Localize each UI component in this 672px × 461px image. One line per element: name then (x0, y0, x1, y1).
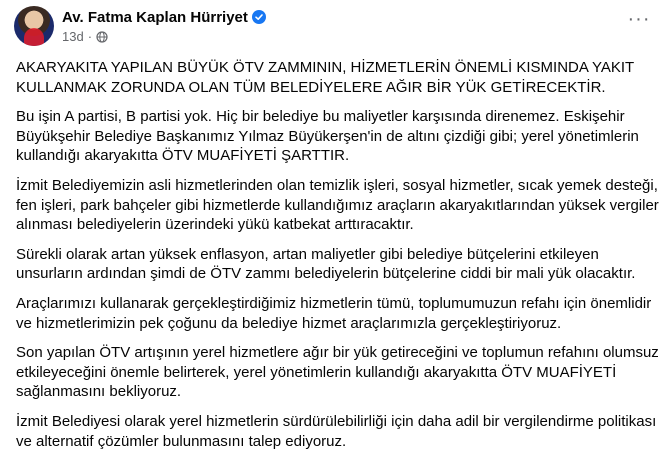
author-name[interactable]: Av. Fatma Kaplan Hürriyet (62, 8, 248, 26)
author-row (62, 8, 266, 27)
globe-icon[interactable] (96, 31, 108, 43)
post-paragraph: İzmit Belediyemizin asli hizmetlerinden olan temizlik işleri, sosyal hizmetler, sıcak yemek desteği, fen işleri, park bahçeler gibi hizmetlerde kullandığımız araçların akaryakıtlarından yüksek vergiler alınması belediyelerin üzerindeki yükü katbekat arttıracaktır. (16, 176, 659, 234)
more-options-icon[interactable]: ··· (627, 8, 651, 30)
post-paragraph: AKARYAKITA YAPILAN BÜYÜK ÖTV ZAMMININ, HİZMETLERİN ÖNEMLİ KISMINDA YAKIT KULLANMAK ZORUNDA OLAN TÜM BELEDİYELERE AĞIR BİR YÜK GETİRECEKTİR. (16, 59, 634, 96)
post-meta (62, 8, 266, 45)
separator-dot: · (87, 28, 93, 44)
post-paragraph: Bu işin A partisi, B partisi yok. Hiç bir belediye bu maliyetler karşısında direnemez. Eskişehir Büyükşehir Belediye Başkanımız Yılmaz Büyükerşen'in de altını çizdiği gibi; yerel yönetimlerin kullandığı akaryakıtta ÖTV MUAFİYETİ ŞARTTIR. (16, 108, 639, 165)
verified-badge-icon (252, 10, 266, 24)
avatar[interactable] (14, 6, 54, 46)
post-paragraph: Son yapılan ÖTV artışının yerel hizmetlere ağır bir yük getireceğini ve toplumun refahını olumsuz etkileyeceğini önemle belirterek, yerel yönetimlerin kullandığı akaryakıtta ÖTV MUAFİYETİ sağlanmasını bekliyoruz. (16, 344, 659, 401)
post-paragraph: Sürekli olarak artan yüksek enflasyon, artan maliyetler gibi belediye bütçelerini etkileyen unsurların ardından şimdi de ÖTV zammı belediyelerin bütçelerine ciddi bir mali yük olacaktır. (16, 245, 636, 283)
post-timestamp[interactable]: 13d (62, 28, 84, 44)
post-body (16, 58, 662, 461)
post-header (14, 4, 266, 48)
post-paragraph: İzmit Belediyesi olarak yerel hizmetlerin sürdürülebilirliği için daha adil bir vergilendirme politikası ve alternatif çözümler bulunmasını talep ediyoruz. (16, 412, 657, 450)
post-paragraph: Araçlarımızı kullanarak gerçekleştirdiğimiz hizmetlerin tümü, toplumumuzun refahı için önemlidir ve hizmetlerimizin pek çoğunu da belediye hizmet araçlarımızla gerçekleştiriyoruz. (16, 294, 652, 332)
post-time-row (62, 29, 266, 45)
